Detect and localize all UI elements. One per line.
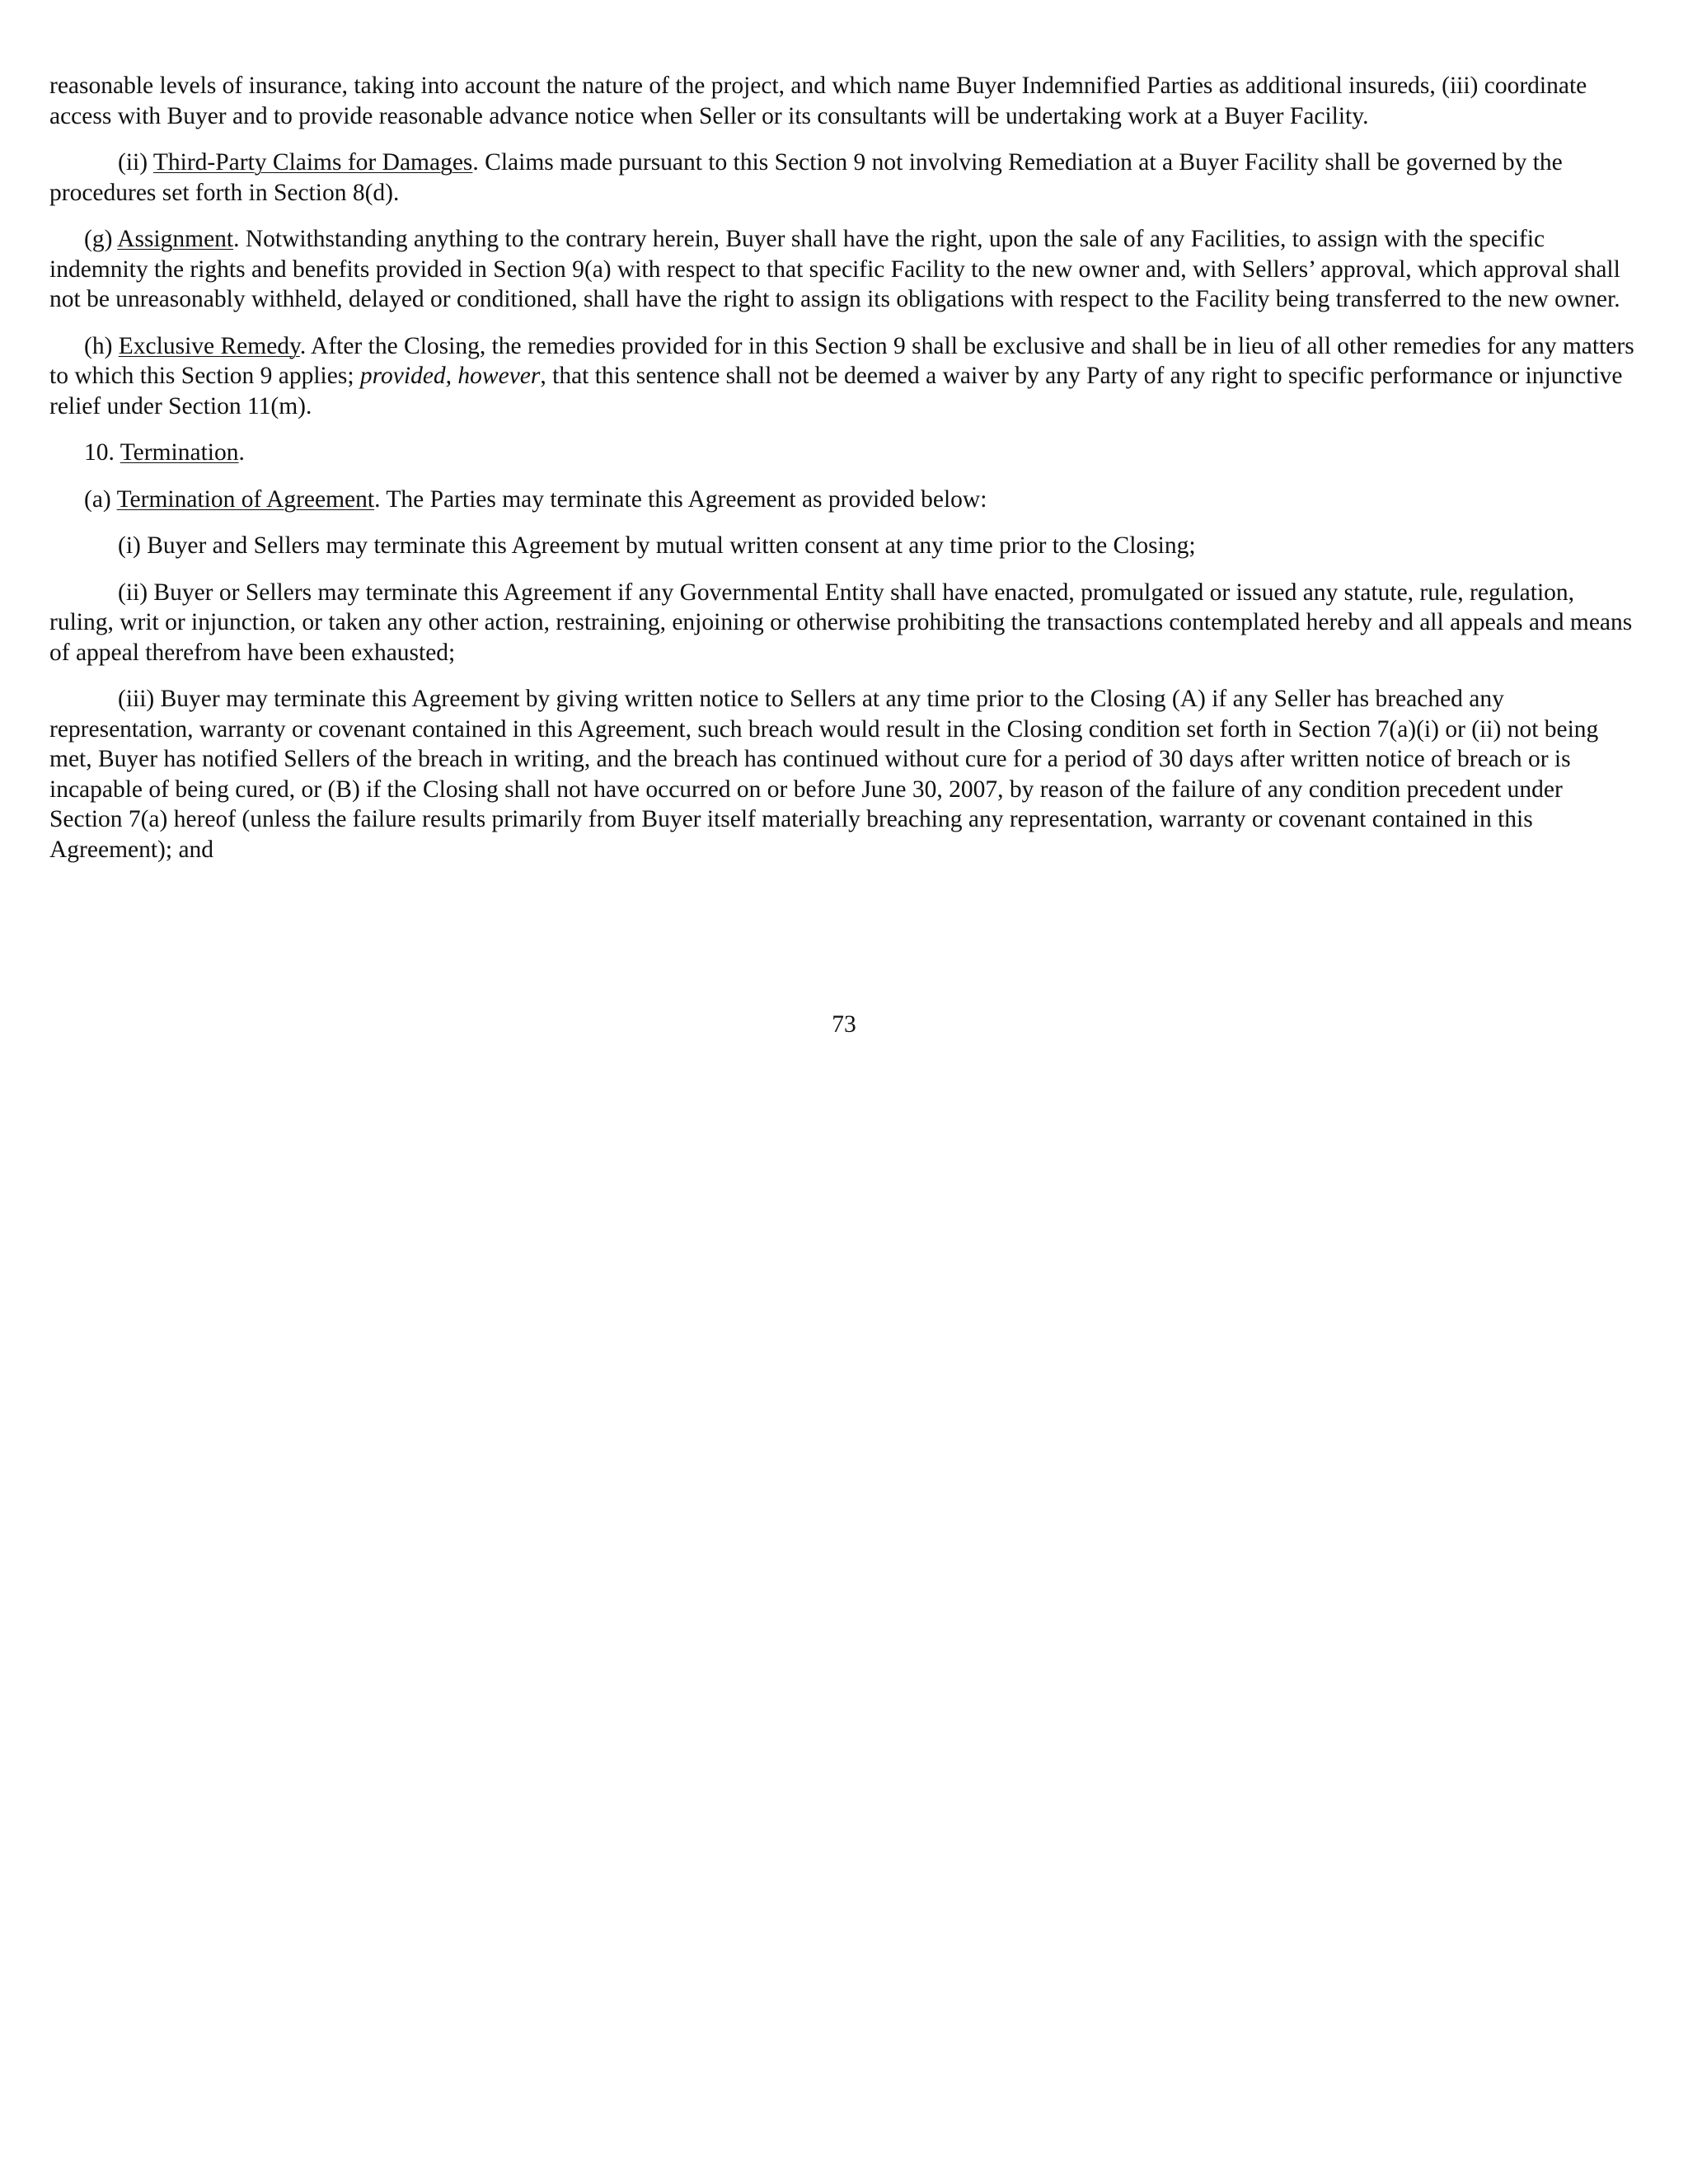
paragraph-text: reasonable levels of insurance, taking into account the nature of the project, and which name Buyer Indemnified Parties as additional insureds, (iii) coordinate access with Buyer and to provide reasonable advance notice when Seller or its consultants will be undertaking work at a Buyer Facility. — [49, 73, 1587, 129]
paragraph-prefix: (h) — [84, 332, 119, 359]
paragraph-text: (ii) Buyer or Sellers may terminate this Agreement if any Governmental Entity shall have enacted, promulgated or issued any statute, rule, regulation, ruling, writ or injunction, or taken any other action, restraining, enjoining or otherwise prohibiting the transactions contemplated hereby and all appeals and means of appeal therefrom have been exhausted; — [49, 579, 1633, 666]
paragraph-prefix: (ii) — [118, 149, 153, 176]
section-heading: Termination — [120, 439, 239, 466]
section-heading: Termination of Agreement — [116, 485, 375, 513]
paragraph-termination-heading — [49, 438, 1640, 468]
paragraph-prefix: 10. — [84, 439, 120, 466]
paragraph-text: . After the Closing, the remedies provided for in this Section 9 shall be exclusive and shall be in lieu of all other remedies for any matters to which this Section 9 applies; — [49, 332, 1634, 389]
section-heading: Exclusive Remedy — [118, 332, 300, 359]
paragraph-text: (i) Buyer and Sellers may terminate this Agreement by mutual written consent at any time prior to the Closing; — [118, 532, 1196, 559]
paragraph-text: . — [238, 439, 245, 466]
paragraph-text: . Claims made pursuant to this Section 9 not involving Remediation at a Buyer Facility shall be governed by the procedures set forth in Section 8(d). — [49, 149, 1563, 206]
paragraph-third-party-claims — [49, 148, 1640, 208]
paragraph-text: (iii) Buyer may terminate this Agreement by giving written notice to Sellers at any time prior to the Closing (A) if any Seller has breached any representation, warranty or covenant contained in this Agreement, such breach would result in the Closing condition set forth in Section 7(a)(i) or (ii) not being met, Buyer has notified Sellers of the breach in writing, and the breach has continued without cure for a period of 30 days after written notice of breach or is incapable of being cured, or (B) if the Closing shall not have occurred on or before June 30, 2007, by reason of the failure of any condition precedent under Section 7(a) hereof (unless the failure results primarily from Buyer itself materially breaching any representation, warranty or covenant contained in this Agreement); and — [49, 686, 1599, 863]
section-heading: Assignment — [117, 226, 234, 252]
paragraph-text: . Notwithstanding anything to the contrary herein, Buyer shall have the right, upon the sale of any Facilities, to assign with the specific indemnity the rights and benefits provided in Section 9(a) with respect to that specific Facility to the new owner and, with Sellers’ approval, which approval shall not be unreasonably withheld, delayed or conditioned, shall have the right to assign its obligations with respect to the Facility being transferred to the new owner. — [49, 226, 1620, 312]
page-number: 73 — [832, 1011, 856, 1038]
section-heading: Third-Party Claims for Damages — [152, 149, 473, 176]
paragraph-prefix: (g) — [84, 226, 118, 252]
paragraph-text: , that this sentence shall not be deemed a waiver by any Party of any right to specific performance or injunctive relief under Section 11(m). — [49, 363, 1623, 419]
paragraph-governmental-entity — [49, 578, 1640, 668]
paragraph-text: . The Parties may terminate this Agreement as provided below: — [374, 485, 987, 513]
paragraph-mutual-consent — [49, 531, 1640, 561]
paragraph-prefix: (a) — [84, 485, 117, 513]
document-page — [49, 71, 1640, 881]
paragraph-termination-of-agreement — [49, 485, 1640, 515]
paragraph-insurance-continuation — [49, 71, 1640, 131]
paragraph-assignment — [49, 224, 1640, 315]
paragraph-buyer-termination — [49, 684, 1640, 865]
italic-text: provided, however — [359, 363, 541, 389]
paragraph-exclusive-remedy — [49, 331, 1640, 422]
